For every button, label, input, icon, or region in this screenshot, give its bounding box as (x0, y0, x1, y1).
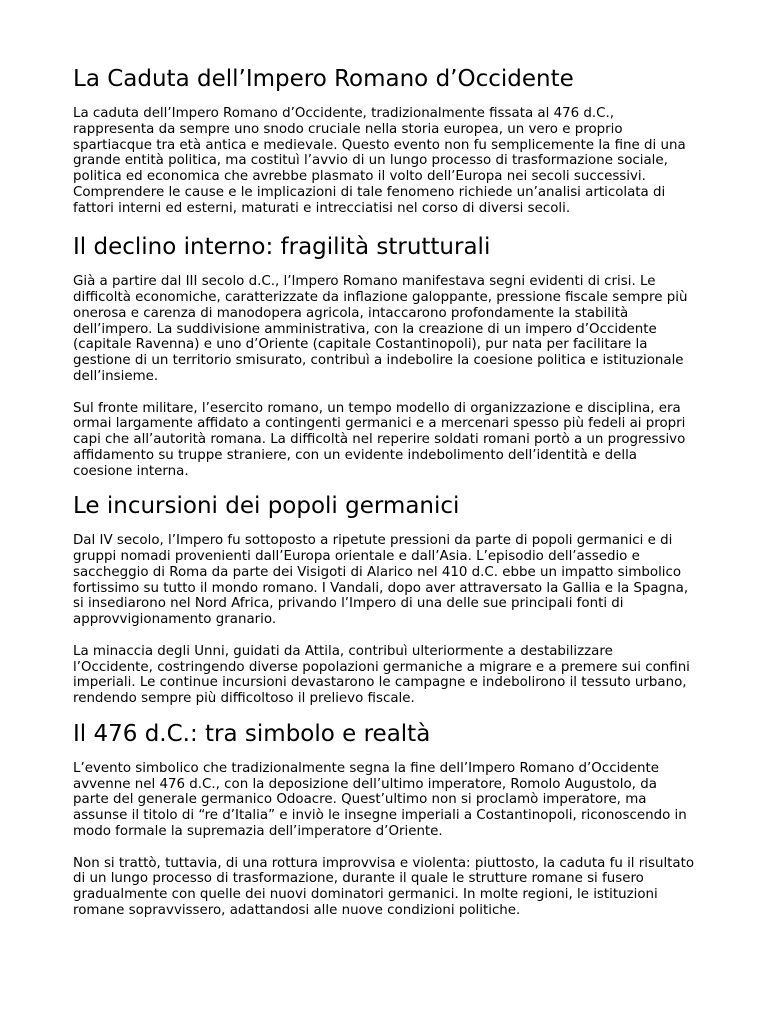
section-paragraph: Già a partire dal III secolo d.C., l’Impero Romano manifestava segni evidenti di crisi. Le difficoltà economiche, caratterizzate da inflazione galoppante, pressione fiscale sempre più onerosa e carenza di manodopera agricola, intaccarono profondamente la stabilità dell’impero. La suddivisione amministrativa, con la creazione di un impero d’Occidente (capitale Ravenna) e uno d’Oriente (capitale Costantinopoli), pur nata per facilitare la gestione di un territorio smisurato, contribuì a indebolire la coesione politica e istituzionale dell’insieme. (73, 274, 688, 384)
section-heading: Il declino interno: fragilità strutturali (73, 234, 491, 261)
section-heading: Le incursioni dei popoli germanici (73, 493, 460, 520)
section-476-ad (73, 719, 696, 919)
section-heading: Il 476 d.C.: tra simbolo e realtà (73, 720, 431, 747)
section-paragraph: Non si trattò, tuttavia, di una rottura improvvisa e violenta: piuttosto, la caduta fu il risultato di un lungo processo di trasformazione, durante il quale le strutture romane si fusero gradualmente con quelle dei nuovi dominatori germanici. In molte regioni, le istituzioni romane sopravvissero, adattandosi alle nuove condizioni politiche. (73, 855, 695, 918)
document-title: La Caduta dell’Impero Romano d’Occidente (73, 66, 574, 92)
section-paragraph: L’evento simbolico che tradizionalmente segna la fine dell’Impero Romano d’Occidente avvenne nel 476 d.C., con la deposizione dell’ultimo imperatore, Romolo Augustolo, da parte del generale germanico Odoacre. Quest’ultimo non si proclamò imperatore, ma assunse il titolo di “re d’Italia” e inviò le insegne imperiali a Costantinopoli, riconoscendo in modo formale la supremazia dell’imperatore d’Oriente. (73, 760, 687, 839)
section-paragraph: Dal IV secolo, l’Impero fu sottoposto a ripetute pressioni da parte di popoli germanici e di gruppi nomadi provenienti dall’Europa orientale e dall’Asia. L’episodio dell’assedio e saccheggio di Roma da parte dei Visigoti di Alarico nel 410 d.C. ebbe un impatto simbolico fortissimo su tutto il mondo romano. I Vandali, dopo aver attraversato la Gallia e la Spagna, si insediarono nel Nord Africa, privando l’Impero di una delle sue principali fonti di approvvigionamento granario. (73, 533, 689, 627)
section-germanic-incursions (73, 491, 696, 707)
section-paragraph: Sul fronte militare, l’esercito romano, un tempo modello di organizzazione e disciplina, era ormai largamente affidato a contingenti germanici e a mercenari spesso più fedeli ai propri capi che all’autorità romana. La difficoltà nel reperire soldati romani portò a un progressivo affidamento su truppe straniere, con un evidente indebolimento dell’identità e della coesione interna. (73, 400, 686, 479)
section-paragraph: La minaccia degli Unni, guidati da Attila, contribuì ulteriormente a destabilizzare l’Occidente, costringendo diverse popolazioni germaniche a migrare e a premere sui confini imperiali. Le continue incursioni devastarono le campagne e indebolirono il tessuto urbano, rendendo sempre più difficoltoso il prelievo fiscale. (73, 643, 690, 706)
section-internal-decline (73, 232, 696, 479)
intro-paragraph: La caduta dell’Impero Romano d’Occidente, tradizionalmente fissata al 476 d.C., rappresenta da sempre uno snodo cruciale nella storia europea, un vero e proprio spartiacque tra età antica e medievale. Questo evento non fu semplicemente la fine di una grande entità politica, ma costituì l’avvio di un lungo processo di trasformazione sociale, politica ed economica che avrebbe plasmato il volto dell’Europa nei secoli successivi. Comprendere le cause e le implicazioni di tale fenomeno richiede un’analisi articolata di fattori interni ed esterni, maturati e intrecciatisi nel corso di diversi secoli. (73, 106, 686, 216)
